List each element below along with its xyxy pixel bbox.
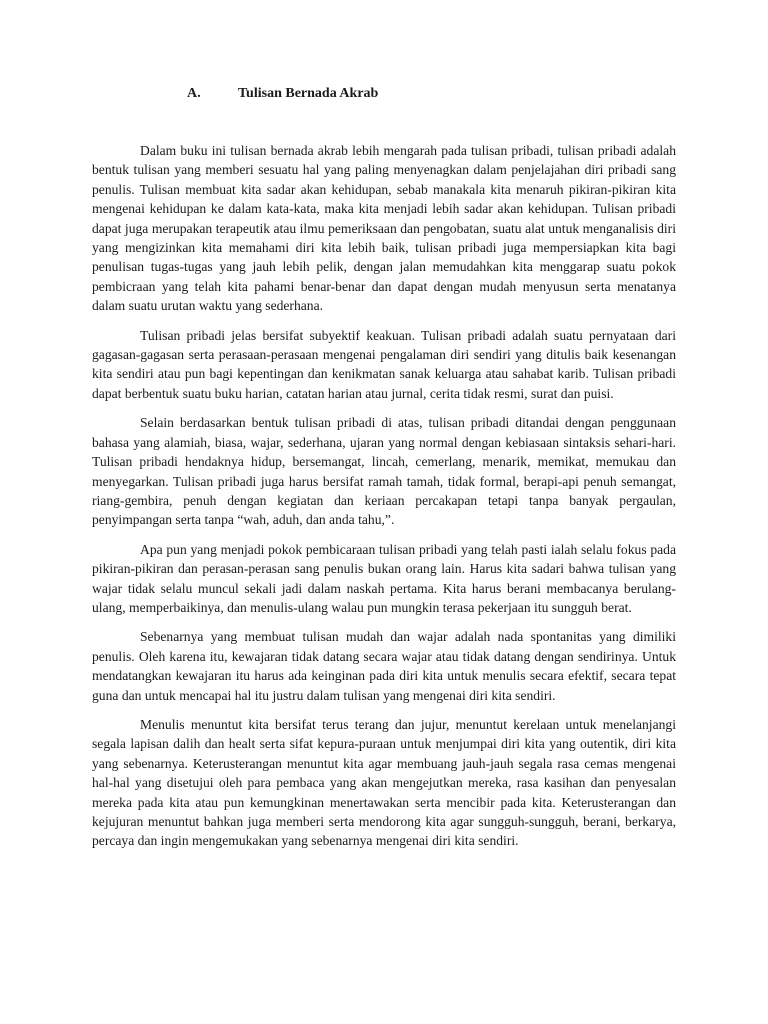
document-page [92,86,676,861]
paragraph-5: Sebenarnya yang membuat tulisan mudah dan wajar adalah nada spontanitas yang dimiliki penulis. Oleh karena itu, kewajaran tidak datang secara wajar atau tidak datang dengan sendirinya. Untuk mendatangkan kewajaran itu harus ada keinginan pada diri kita untuk menulis secara efektif, secara tepat guna dan untuk mencapai hal itu justru dalam tulisan yang mengenai diri kita sendiri. [92,629,676,703]
paragraph-2: Tulisan pribadi jelas bersifat subyektif keakuan. Tulisan pribadi adalah suatu pernyataan dari gagasan-gagasan serta perasaan-perasaan mengenai pengalaman diri sendiri yang ditulis baik kesenangan kita sendiri atau pun bagi kepentingan dan kenikmatan sanak keluarga atau sahabat karib. Tulisan pribadi dapat berbentuk suatu buku harian, catatan harian atau jurnal, cerita tidak resmi, surat dan puisi. [92,327,676,401]
section-heading [92,86,676,108]
section-title: Tulisan Bernada Akrab [238,86,379,101]
paragraph-6: Menulis menuntut kita bersifat terus terang dan jujur, menuntut kerelaan untuk menelanjangi segala lapisan dalih dan healt serta sifat kepura-puraan untuk menjumpai diri kita yang outentik, diri kita yang sebenarnya. Keterusterangan menuntut kita agar membuang jauh-jauh segala rasa cemas mengenai hal-hal yang disetujui oleh para pembaca yang akan mengejutkan mereka, rasa kasihan dan penyesalan mereka pada kita atau pun kemungkinan menertawakan serta mencibir pada kita. Keterusterangan dan kejujuran menuntut bahkan juga memberi serta mendorong kita agar sungguh-sungguh, berani, berkarya, percaya dan ingin mengemukakan yang sebenarnya mengenai diri kita sendiri. [92,716,676,849]
paragraph-4: Apa pun yang menjadi pokok pembicaraan tulisan pribadi yang telah pasti ialah selalu fokus pada pikiran-pikiran dan perasan-perasan sang penulis bukan orang lain. Harus kita sadari bahwa tulisan yang wajar tidak selalu muncul sekali jadi dalam naskah pertama. Kita harus berani membacanya berulang-ulang, memperbaikinya, dan menulis-ulang walau pun mungkin terasa pekerjaan itu sungguh berat. [92,541,676,615]
paragraph-3: Selain berdasarkan bentuk tulisan pribadi di atas, tulisan pribadi ditandai dengan penggunaan bahasa yang alamiah, biasa, wajar, sederhana, ujaran yang normal dengan kebiasaan sintaksis sehari-hari. Tulisan pribadi hendaknya hidup, bersemangat, lincah, cemerlang, menarik, memikat, memukau dan menyegarkan. Tulisan pribadi juga harus bersifat ramah tamah, tidak formal, berapi-api penuh semangat, riang-gembira, penuh dengan kegiatan dan keriaan percakapan tetapi tanpa banyak pergaulan, penyimpangan serta tanpa “wah, aduh, dan anda tahu,”. [92,415,676,528]
section-number: A. [187,86,201,101]
paragraph-1: Dalam buku ini tulisan bernada akrab lebih mengarah pada tulisan pribadi, tulisan pribadi adalah bentuk tulisan yang memberi sesuatu hal yang paling menyenagkan dalam penjelajahan diri pribadi sang penulis. Tulisan membuat kita sadar akan kehidupan, sebab manakala kita menaruh pikiran-pikiran kita mengenai kehidupan ke dalam kata-kata, maka kita menjadi lebih sadar akan kehidupan. Tulisan pribadi dapat juga merupakan terapeutik atau ilmu pemeriksaan dan pengobatan, suatu alat untuk menganalisis diri yang mengizinkan kita memahami diri kita lebih baik, tulisan pribadi juga mempersiapkan kita bagi penulisan tugas-tugas yang jauh lebih pelik, dengan jalan memudahkan kita menggarap suatu pokok pembicraan yang telah kita pahami benar-benar dan dapat dengan mudah menyusun serta menatanya dalam suatu urutan waktu yang sederhana. [92,143,676,314]
